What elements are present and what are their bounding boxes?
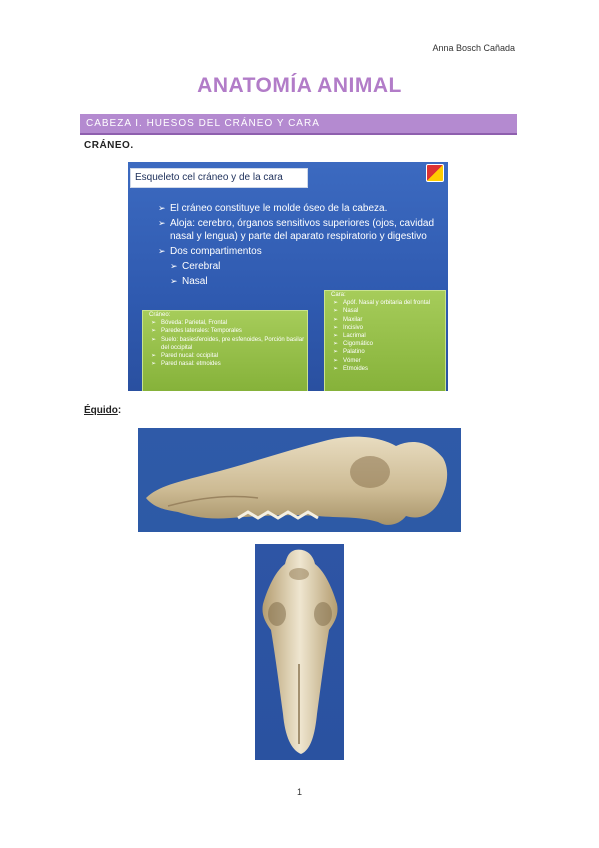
- slide-title-box: [130, 168, 308, 188]
- subheading: CRÁNEO.: [84, 140, 134, 151]
- box-item: ➢ Suelo: basiesferoides, pre esfenoides, Porción basilar del occipital: [143, 336, 307, 352]
- horse-skull-lateral-illustration: [138, 428, 461, 532]
- slide-bullet: ➢ El cráneo constituye le molde óseo de la cabeza.: [158, 202, 443, 215]
- slide-image: [128, 162, 448, 391]
- box-item: ➢ Pared nasal: etmoides: [143, 360, 307, 368]
- box-item: ➢ Bóveda: Parietal, Frontal: [143, 319, 307, 327]
- species-label: [84, 405, 121, 416]
- slide-bullet: ➢ Aloja: cerebro, órganos sensitivos superiores (ojos, cavidad nasal y lengua) y parte del aparato respiratorio y digestivo: [158, 217, 443, 243]
- horse-skull-lateral-photo: [138, 428, 461, 532]
- box-heading: Cráneo:: [149, 312, 171, 318]
- document-title: ANATOMÍA ANIMAL: [197, 74, 402, 97]
- box-item: ➢ Pared nucal: occipital: [143, 352, 307, 360]
- slide-sub-bullet: ➢ Cerebral: [158, 260, 443, 273]
- box-item: ➢ Cigomático: [325, 340, 445, 348]
- species-label-text: Équido: [84, 405, 118, 416]
- box-item: ➢ Palatino: [325, 348, 445, 356]
- skull-bones-box: [142, 310, 308, 391]
- university-crest-icon: [426, 164, 444, 182]
- author-name: Anna Bosch Cañada: [432, 43, 515, 53]
- slide-sub-bullet: ➢ Nasal: [158, 275, 443, 288]
- species-label-suffix: :: [117, 405, 122, 416]
- slide-title: Esqueleto cel cráneo y de la cara: [135, 172, 283, 183]
- box-item: ➢ Lacrimal: [325, 332, 445, 340]
- box-item: ➢ Paredes laterales: Temporales: [143, 327, 307, 335]
- section-bar: [80, 114, 517, 135]
- slide-bullets: [158, 202, 443, 290]
- box-item: ➢ Incisivo: [325, 324, 445, 332]
- section-title: CABEZA I. HUESOS DEL CRÁNEO Y CARA: [86, 118, 320, 129]
- slide-bullet: ➢ Dos compartimentos: [158, 245, 443, 258]
- box-item: ➢ Maxilar: [325, 316, 445, 324]
- box-item: ➢ Vómer: [325, 357, 445, 365]
- box-item: ➢ Apóf. Nasal y orbitaria del frontal: [325, 299, 445, 307]
- box-item: ➢ Etmoides: [325, 365, 445, 373]
- page-number: 1: [296, 787, 302, 797]
- face-bones-box: [324, 290, 446, 391]
- horse-skull-dorsal-illustration: [255, 544, 344, 760]
- horse-skull-dorsal-photo: [255, 544, 344, 760]
- box-item: ➢ Nasal: [325, 307, 445, 315]
- box-heading: Cara:: [331, 292, 346, 298]
